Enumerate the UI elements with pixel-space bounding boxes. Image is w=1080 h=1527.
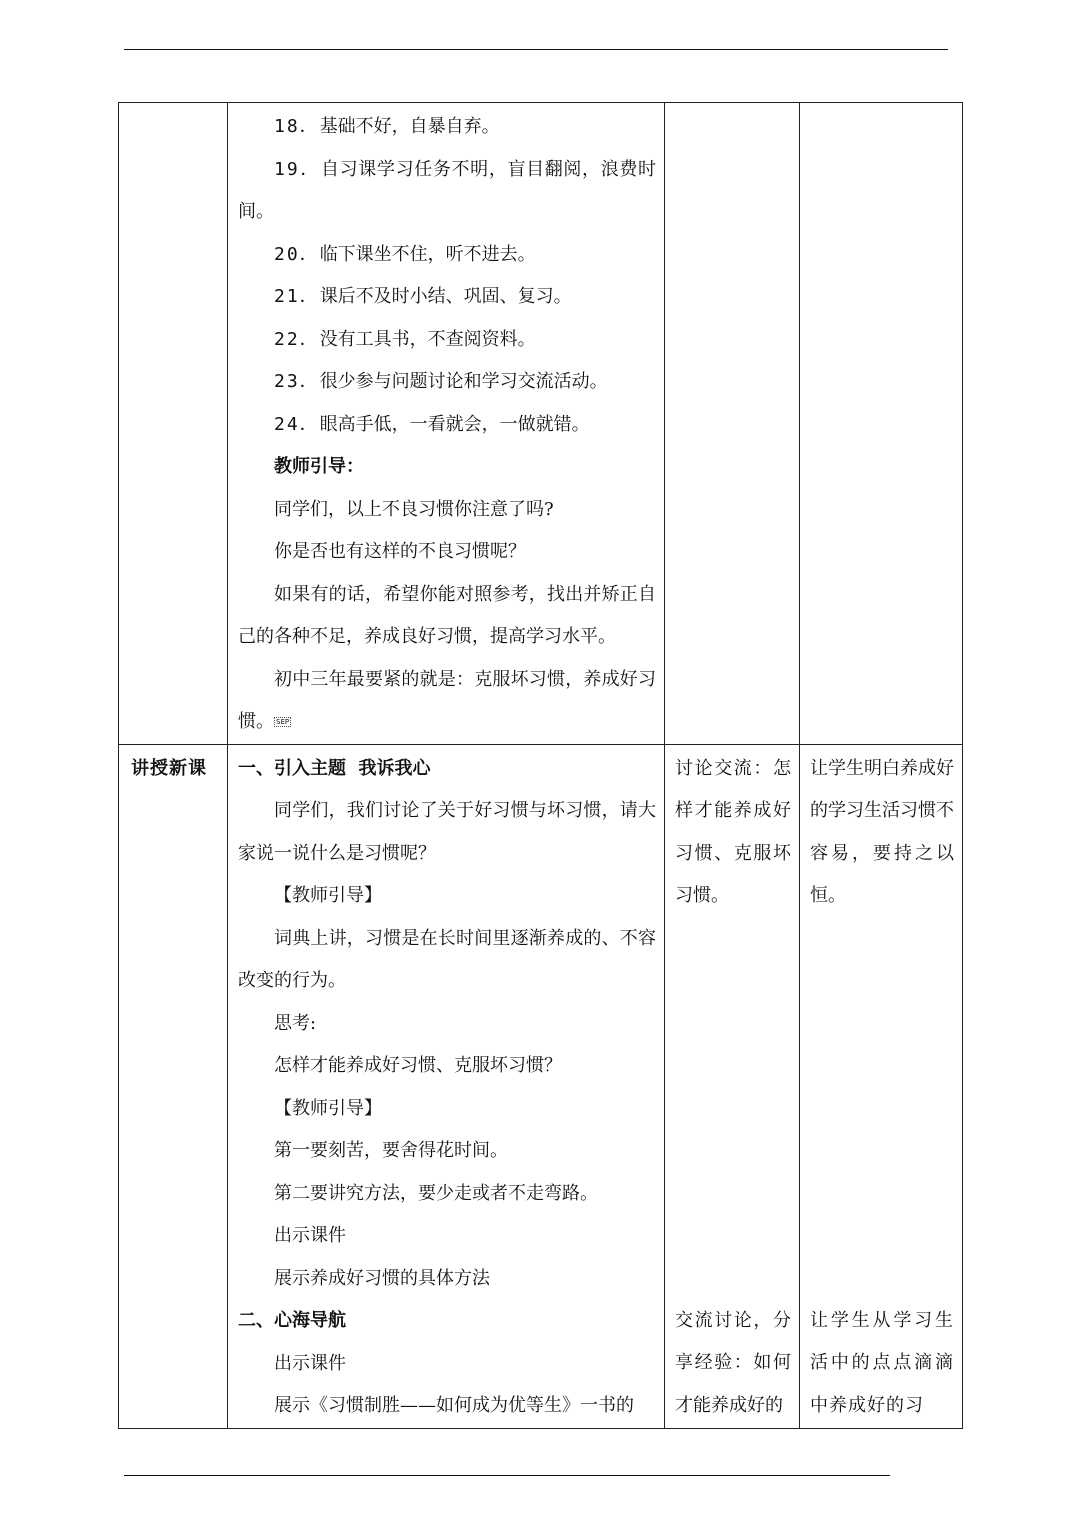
list-item: 19．自习课学习任务不明，盲目翻阅，浪费时间。 — [238, 158, 656, 222]
teacher-guide-label: 【教师引导】 — [274, 885, 382, 906]
teacher-guide-label: 【教师引导】 — [274, 1097, 382, 1119]
row2-activity-cell — [665, 744, 800, 1428]
row2-content-cell — [228, 744, 665, 1428]
list-item: 21．课后不及时小结、巩固、复习。 — [274, 286, 572, 307]
paragraph: 你是否也有这样的不良习惯呢？ — [274, 541, 526, 562]
paragraph: 如果有的话，希望你能对照参考，找出并矫正自己的各种不足，养成良好习惯，提高学习水平。 — [238, 583, 656, 647]
paragraph: 展示《习惯制胜——如何成为优等生》一书的 — [274, 1395, 634, 1416]
paragraph: 第二要讲究方法，要少走或者不走弯路。 — [274, 1182, 598, 1204]
table-row — [119, 744, 963, 1428]
think-label: 思考: — [274, 1012, 317, 1034]
student-activity-text: 讨论交流：怎样才能养成好习惯、克服坏习惯。 — [675, 757, 791, 906]
paragraph: 出示课件 — [274, 1225, 346, 1246]
row2-stage-cell — [119, 744, 228, 1428]
paragraph: 同学们，以上不良习惯你注意了吗? — [274, 498, 554, 520]
row1-activity-cell — [665, 103, 800, 745]
student-activity-text: 交流讨论，分享经验：如何才能养成好的 — [675, 1309, 791, 1416]
list-item: 24．眼高手低，一看就会，一做就错。 — [274, 413, 590, 435]
lesson-plan-table — [118, 102, 963, 1429]
design-intent-text: 让学生明白养成好的学习生活习惯不容易，要持之以恒。 — [810, 757, 954, 906]
row1-content-cell — [228, 103, 665, 745]
teacher-guide-title: 教师引导： — [274, 456, 364, 477]
row2-intent-cell — [800, 744, 963, 1428]
paragraph: 出示课件 — [274, 1352, 346, 1374]
sep-mark-icon: SEP — [276, 718, 290, 726]
stage-label: 讲授新课 — [131, 757, 207, 779]
list-item: 22．没有工具书，不查阅资料。 — [274, 328, 536, 350]
section-heading: 一、引入主题 我诉我心 — [238, 757, 431, 779]
paragraph: 第一要刻苦，要舍得花时间。 — [274, 1140, 508, 1161]
list-item: 23．很少参与问题讨论和学习交流活动。 — [274, 371, 608, 392]
paragraph: 初中三年最要紧的就是：克服坏习惯，养成好习惯。 SEP — [238, 668, 656, 732]
paragraph: 怎样才能养成好习惯、克服坏习惯？ — [274, 1055, 562, 1076]
table-row — [119, 103, 963, 745]
list-item: 18．基础不好，自暴自弃。 — [274, 116, 500, 137]
header-rule — [124, 49, 948, 50]
paragraph: 展示养成好习惯的具体方法 — [274, 1267, 490, 1289]
footer-rule — [124, 1475, 890, 1476]
row1-intent-cell — [800, 103, 963, 745]
section-heading: 二、心海导航 — [238, 1310, 346, 1331]
paragraph: 同学们，我们讨论了关于好习惯与坏习惯，请大家说一说什么是习惯呢？ — [238, 800, 656, 864]
row1-stage-cell — [119, 103, 228, 745]
list-item: 20．临下课坐不住，听不进去。 — [274, 243, 536, 265]
paragraph: 词典上讲，习惯是在长时间里逐渐养成的、不容改变的行为。 — [238, 927, 656, 991]
design-intent-text: 让学生从学习生活中的点点滴滴中养成好的习 — [810, 1309, 954, 1416]
